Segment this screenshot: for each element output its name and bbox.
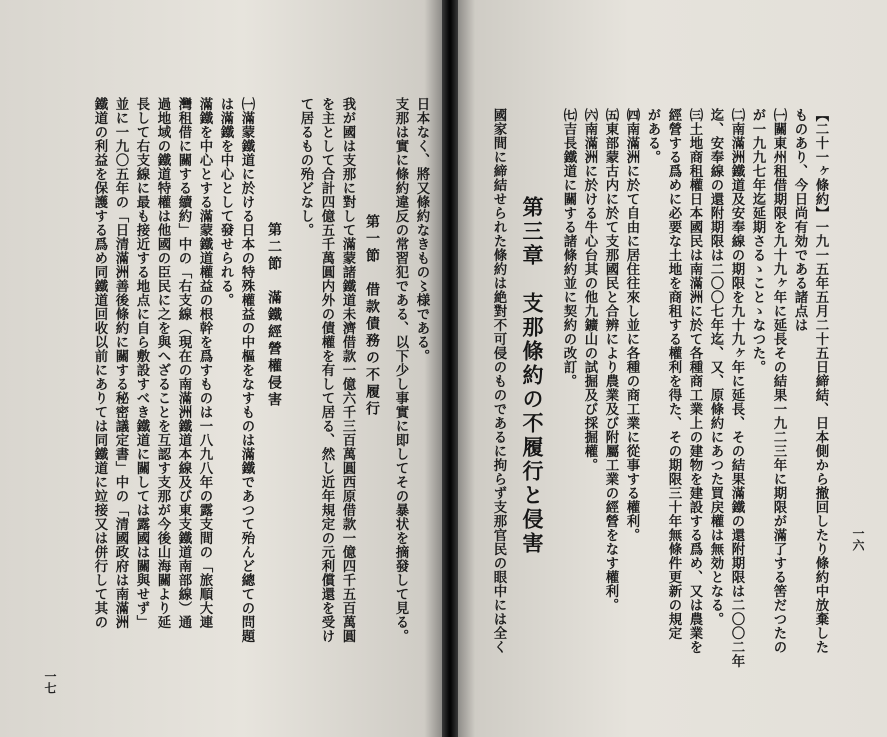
- right-line-4: が一九九七年迄延期さるゝことゝなつた。: [750, 108, 766, 374]
- right-line-2: ものあり、今日尚有効である諸点は: [792, 108, 808, 332]
- right-page-number: 一六: [851, 527, 865, 551]
- right-line-13: ㈦吉長鐵道に關する諸條約並に契約の改訂。: [561, 108, 577, 388]
- book-gutter: [442, 0, 458, 737]
- s2-line-4: 灣租借に關する續約」中の「右支線（現在の南滿洲鐵道本線及び東支鐵道南部線）通: [176, 97, 192, 629]
- right-line-6: 迄、安奉線の還附期限は二〇〇七年迄、又、原條約にあつた買戻權は無効となる。: [708, 108, 724, 626]
- right-line-7: ㈢土地商租權日本國民は南滿洲に於て各種商工業上の建物を建設する爲め、又は農業を: [687, 108, 703, 654]
- s2-line-3: 滿鐵を中心とする滿蒙鐵道權益の根幹を爲すものは一八九八年の露支間の「旅順大連: [197, 97, 213, 629]
- s2-line-5: 過地域の鐵道特權は他國の臣民に之を與へざることを互認す支那が今後山海關より延: [155, 97, 171, 629]
- right-line-1: 【二十一ヶ條約】一九一五年五月二十五日締結、日本側から撤回したり條約中放棄した: [813, 108, 829, 654]
- left-line-1: 日本なく、將又條約なきもの〻様である。: [414, 97, 430, 363]
- s2-line-1: ㈠滿蒙鐵道に於ける日本の特殊權益の中樞をなすものは滿鐵であつて殆んど總ての問題: [239, 97, 255, 643]
- section2-title: 第二節 滿鐵經營權侵害: [266, 222, 282, 409]
- right-line-9: がある。: [645, 108, 661, 164]
- right-line-3: ㈠關東州租借期限を九十九ヶ年に延長その結果一九二三年に期限が滿了する筈だつたの: [771, 108, 787, 654]
- s1-line-2: を主として合計四億五千萬圓内外の債權を有して居る、然し近年規定の元利償還を受け: [319, 97, 335, 643]
- right-page: [458, 0, 887, 737]
- chapter-line-1: 國家間に締結せられた條約は絶對不可侵のものであるに拘らず支那官民の眼中には全く: [491, 108, 507, 654]
- left-line-2: 支那は實に條約違反の常習犯である、以下少し事實に即してその暴状を摘發して見る。: [393, 97, 409, 643]
- left-page: [0, 0, 442, 737]
- right-line-8: 經營する爲めに必要な土地を商租する權利を得た、その期限三十年無條件更新の規定: [666, 108, 682, 640]
- right-line-10: ㈣南滿洲に於て自由に居住往來し並に各種の商工業に從事する權利。: [624, 108, 640, 542]
- chapter-title: 第三章 支那條約の不履行と侵害: [520, 196, 545, 556]
- s1-line-1: 我が國は支那に對して滿蒙諸鐵道未濟借款一億六千三百萬圓西原借款一億四千五百萬圓: [340, 97, 356, 643]
- right-line-11: ㈤東部蒙古内に於て支那國民と合辨により農業及び附屬工業の經營をなす權利。: [603, 108, 619, 612]
- s2-line-2: は滿鐵を中心として發せられる。: [218, 97, 234, 307]
- section1-title: 第一節 借款債務の不履行: [364, 214, 380, 418]
- right-line-5: ㈡南滿洲鐵道及安奉線の期限を九十九ヶ年に延長、その結果滿鐵の還附期限は二〇〇二年: [729, 108, 745, 668]
- s2-line-8: 鐵道の利益を保護する爲め同鐵道回收以前にありては同鐵道に竝接又は併行して其の: [92, 97, 108, 629]
- left-page-number: 一七: [43, 670, 57, 694]
- s2-line-7: 並に一九〇五年の「日清滿洲善後條約に關する秘密議定書」中の「清國政府は南滿洲: [113, 97, 129, 629]
- s1-line-3: て居るもの殆どなし。: [298, 97, 314, 237]
- s2-line-6: 長して右支線に最も接近する地点に自ら敷設すべき鐵道に關しては露國は關與せず」: [134, 97, 150, 629]
- right-line-12: ㈥南滿洲に於ける牛心台其の他九鑛山の試掘及び採掘權。: [582, 108, 598, 472]
